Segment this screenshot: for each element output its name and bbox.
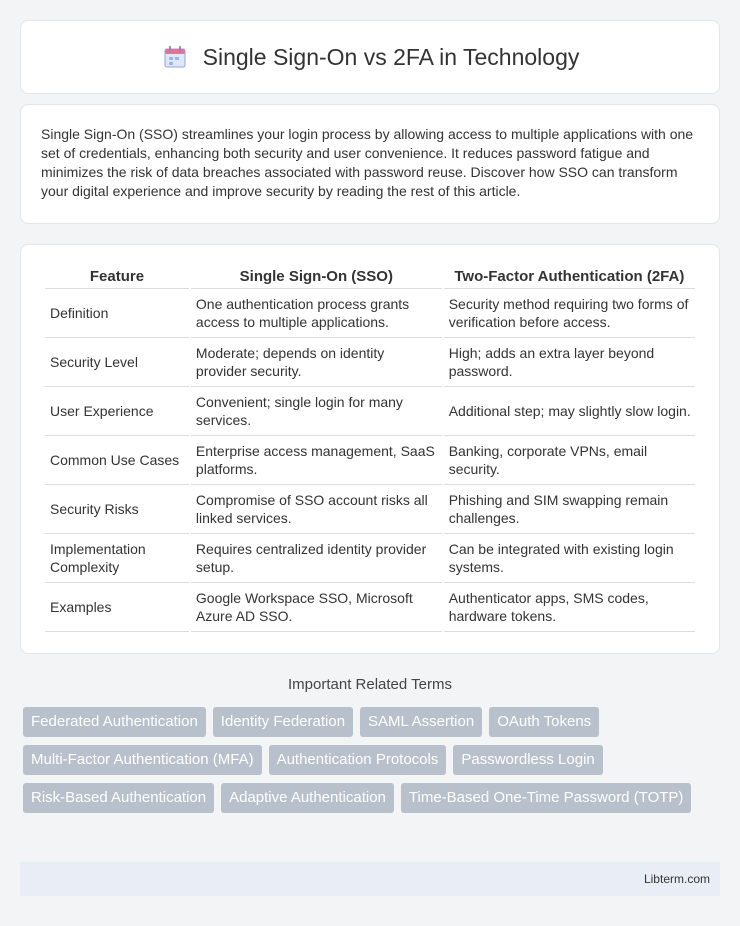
feature-cell: Common Use Cases: [45, 436, 189, 485]
feature-cell: Definition: [45, 289, 189, 338]
comparison-table-card: [20, 244, 720, 654]
sso-cell: Requires centralized identity provider setup.: [191, 534, 442, 583]
table-row: [45, 583, 695, 632]
related-term-tag[interactable]: Multi-Factor Authentication (MFA): [23, 745, 262, 775]
intro-card: [20, 104, 720, 224]
table-row: [45, 338, 695, 387]
sso-cell: Convenient; single login for many services.: [191, 387, 442, 436]
related-terms-title: Important Related Terms: [288, 676, 452, 693]
related-term-tag[interactable]: Authentication Protocols: [269, 745, 447, 775]
related-term-tag[interactable]: Identity Federation: [213, 707, 353, 737]
feature-cell: Implementation Complexity: [45, 534, 189, 583]
footer-brand: Libterm.com: [643, 872, 710, 886]
related-term-tag[interactable]: Adaptive Authentication: [221, 783, 394, 813]
twofa-cell: Phishing and SIM swapping remain challenges.: [444, 485, 695, 534]
related-terms-list: [23, 707, 723, 813]
header-card: [20, 20, 720, 94]
related-term-tag[interactable]: Risk-Based Authentication: [23, 783, 214, 813]
comparison-table: [43, 265, 697, 632]
feature-cell: Examples: [45, 583, 189, 632]
related-term-tag[interactable]: SAML Assertion: [360, 707, 482, 737]
related-term-tag[interactable]: Time-Based One-Time Password (TOTP): [401, 783, 692, 813]
feature-cell: User Experience: [45, 387, 189, 436]
table-row: [45, 387, 695, 436]
column-header: Two-Factor Authentication (2FA): [444, 265, 695, 289]
calendar-icon: [161, 43, 189, 71]
twofa-cell: Security method requiring two forms of verification before access.: [444, 289, 695, 338]
twofa-cell: Authenticator apps, SMS codes, hardware tokens.: [444, 583, 695, 632]
twofa-cell: High; adds an extra layer beyond password.: [444, 338, 695, 387]
intro-text: Single Sign-On (SSO) streamlines your login process by allowing access to multiple applications with one set of credentials, enhancing both security and user convenience. It reduces password fatigue and minimizes the risk of data breaches associated with password reuse. Discover how SSO can transform your digital experience and improve security by reading the rest of this article.: [41, 126, 694, 199]
table-header-row: [45, 265, 695, 289]
table-row: [45, 534, 695, 583]
page-title: Single Sign-On vs 2FA in Technology: [202, 43, 580, 70]
twofa-cell: Can be integrated with existing login systems.: [444, 534, 695, 583]
table-row: [45, 289, 695, 338]
column-header: Single Sign-On (SSO): [191, 265, 442, 289]
related-term-tag[interactable]: Passwordless Login: [453, 745, 602, 775]
twofa-cell: Banking, corporate VPNs, email security.: [444, 436, 695, 485]
column-header: Feature: [45, 265, 189, 289]
related-term-tag[interactable]: Federated Authentication: [23, 707, 206, 737]
sso-cell: Compromise of SSO account risks all linked services.: [191, 485, 442, 534]
sso-cell: Moderate; depends on identity provider security.: [191, 338, 442, 387]
table-row: [45, 436, 695, 485]
sso-cell: One authentication process grants access to multiple applications.: [191, 289, 442, 338]
sso-cell: Enterprise access management, SaaS platforms.: [191, 436, 442, 485]
related-term-tag[interactable]: OAuth Tokens: [489, 707, 599, 737]
twofa-cell: Additional step; may slightly slow login.: [444, 387, 695, 436]
feature-cell: Security Risks: [45, 485, 189, 534]
sso-cell: Google Workspace SSO, Microsoft Azure AD SSO.: [191, 583, 442, 632]
table-row: [45, 485, 695, 534]
footer: [20, 862, 720, 896]
feature-cell: Security Level: [45, 338, 189, 387]
